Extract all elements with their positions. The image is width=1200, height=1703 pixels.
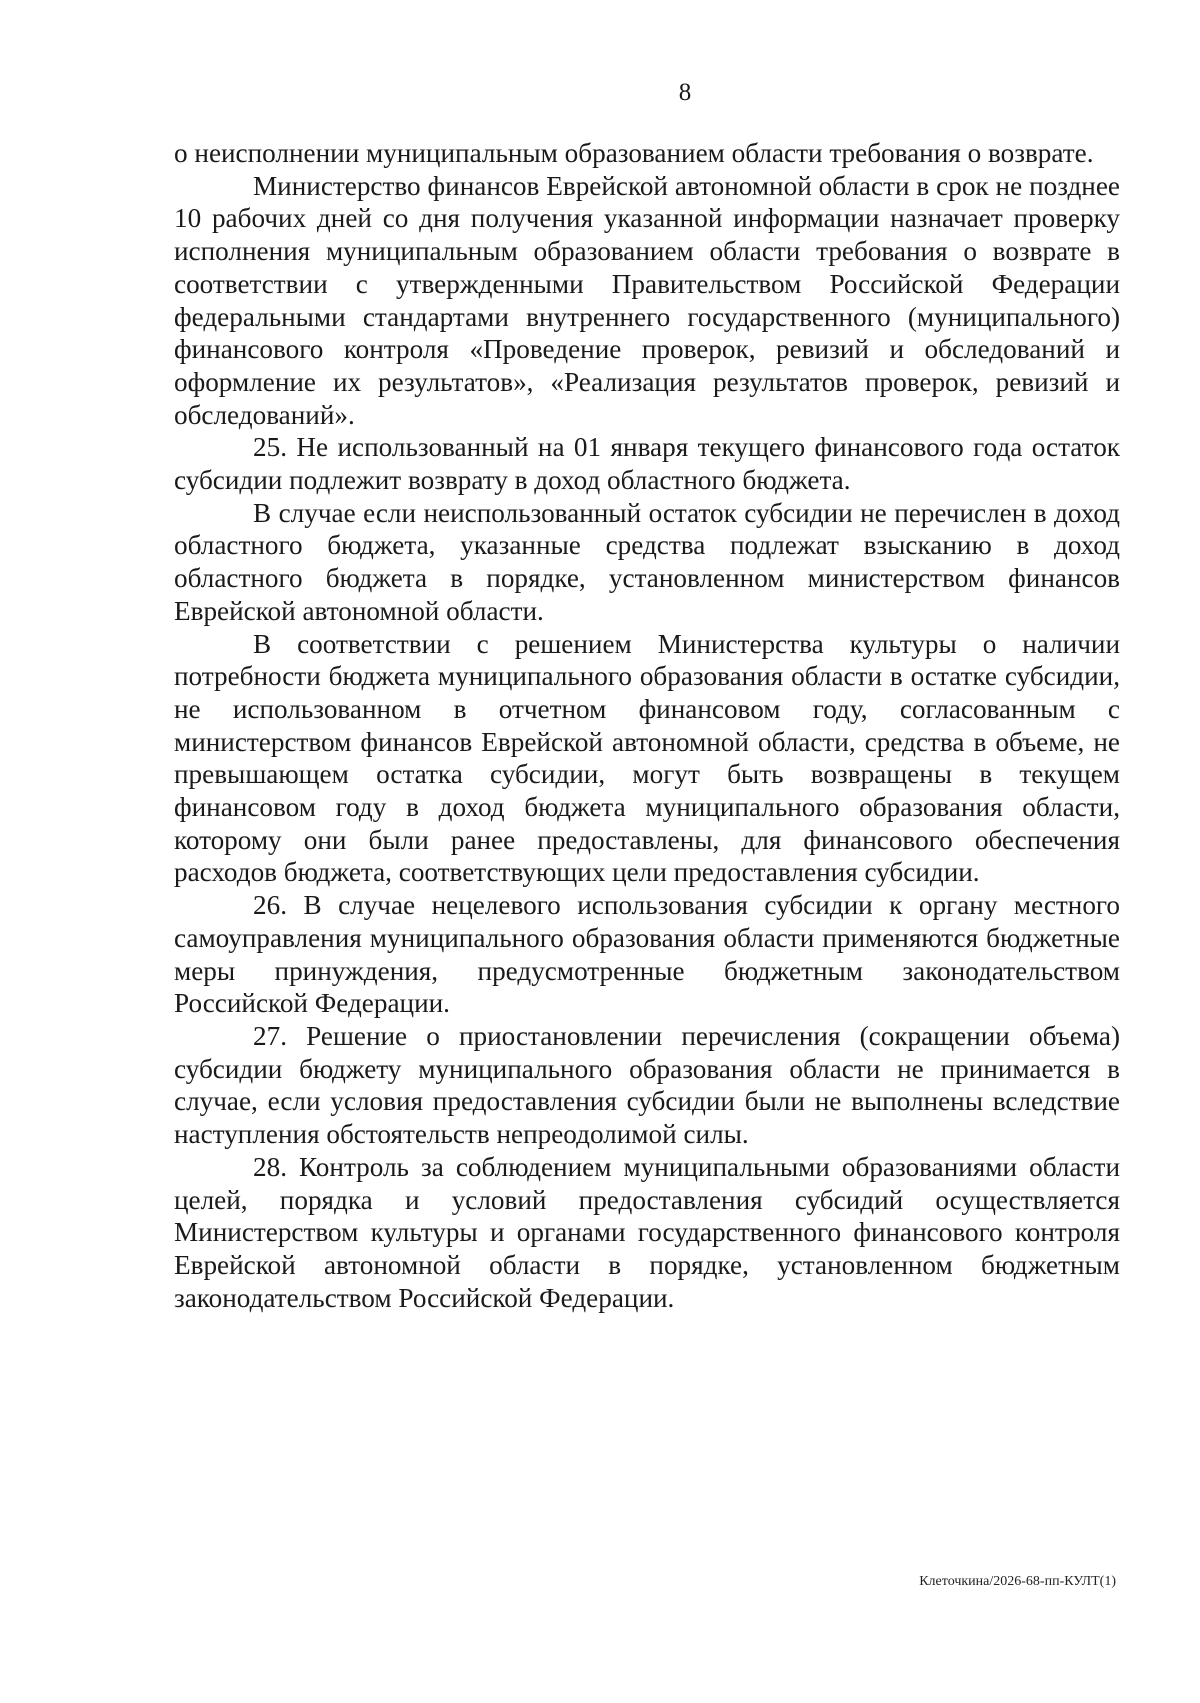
paragraph-recovery: В случае если неиспользованный остаток субсидии не перечислен в доход областного бюджета, указанные средства подлежат взысканию в доход областного бюджета в порядке, установленном министерством финансов Еврейской автономной области.: [174, 497, 1120, 626]
paragraph-continuation: о неисполнении муниципальным образованием области требования о возврате.: [174, 138, 1094, 168]
paragraph-item-27: 27. Решение о приостановлении перечисления (сокращении объема) субсидии бюджету муниципального образования области не принимается в случае, если условия предоставления субсидии были не выполнены вследствие наступления обстоятельств непреодолимой силы.: [174, 1020, 1120, 1150]
page-number: 8: [678, 79, 692, 106]
paragraph-ministry-check: Министерство финансов Еврейской автономной области в срок не позднее 10 рабочих дней со дня получения указанной информации назначает проверку исполнения муниципальным образованием области требования о возврате в соответствии с утвержденными Правительством Российской Федерации федеральными стандартами внутреннего государственного (муниципального) финансового контроля «Проведение проверок, ревизий и обследований и оформление их результатов», «Реализация результатов проверок, ревизий и обследований».: [174, 170, 1120, 430]
paragraph-return-of-balance: В соответствии с решением Министерства культуры о наличии потребности бюджета муниципального образования области в остатке субсидии, не использованном в отчетном финансовом году, согласованным с министерством финансов Еврейской автономной области, средства в объеме, не превышающем остатка субсидии, могут быть возвращены в текущем финансовом году в доход бюджета муниципального образования области, которому они были ранее предоставлены, для финансового обеспечения расходов бюджета, соответствующих цели предоставления субсидии.: [174, 628, 1120, 888]
paragraph-item-26: 26. В случае нецелевого использования субсидии к органу местного самоуправления муниципального образования области применяются бюджетные меры принуждения, предусмотренные бюджетным законодательством Российской Федерации.: [174, 890, 1120, 1019]
paragraph-item-28: 28. Контроль за соблюдением муниципальными образованиями области целей, порядка и условий предоставления субсидий осуществляется Министерством культуры и органами государственного финансового контроля Еврейской автономной области в порядке, установленном бюджетным законодательством Российской Федерации.: [174, 1151, 1120, 1313]
paragraph-item-25: 25. Не использованный на 01 января текущего финансового года остаток субсидии подлежит возврату в доход областного бюджета.: [174, 432, 1120, 496]
document-body: [174, 137, 1120, 1314]
document-footer-code: Клеточкина/2026-68-пп-КУЛТ(1): [919, 1574, 1116, 1589]
